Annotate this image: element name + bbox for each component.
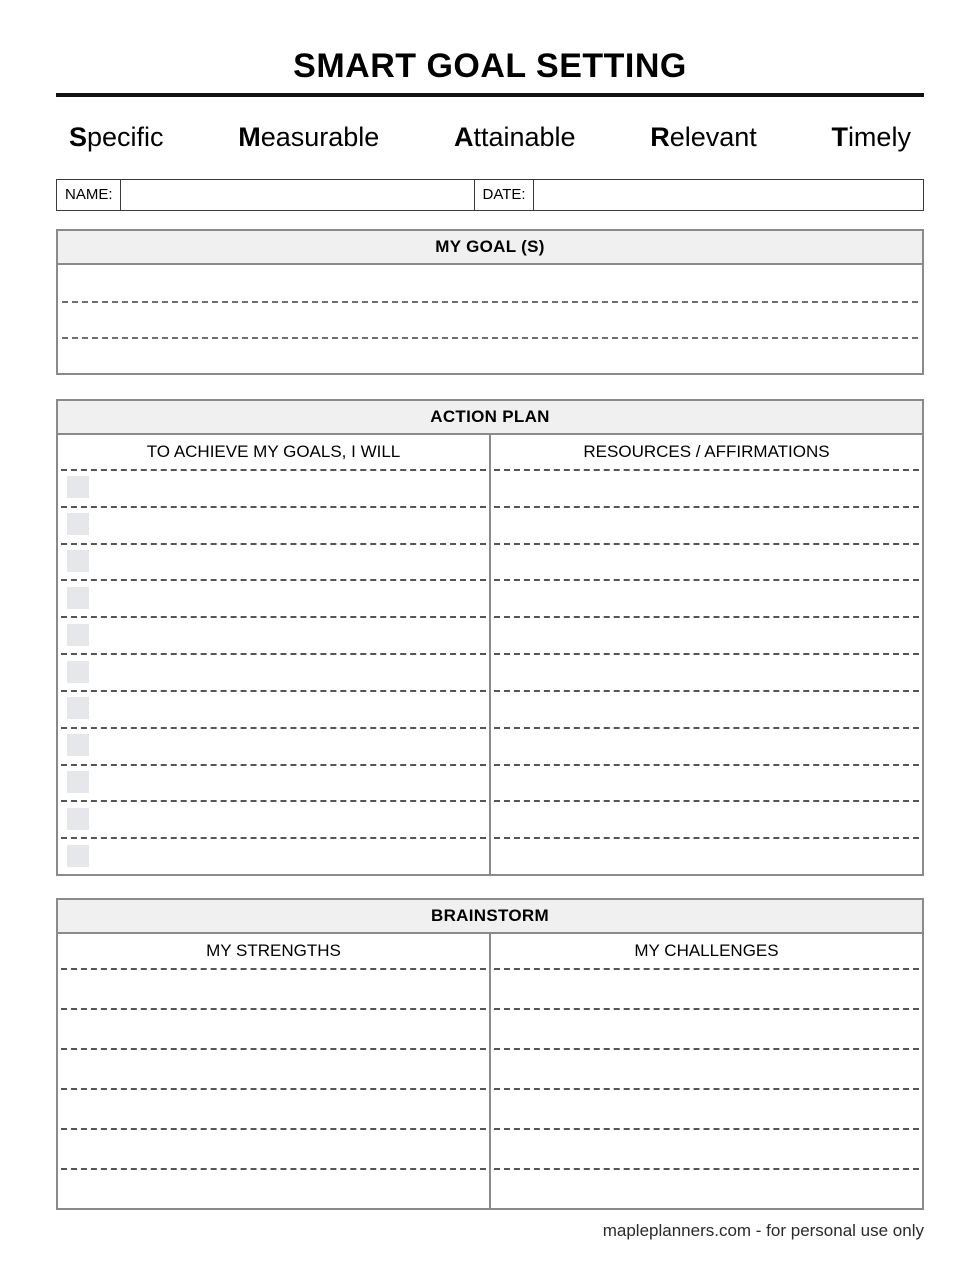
writing-line[interactable] [61, 469, 486, 471]
smart-word-initial: R [650, 122, 670, 152]
action-item-checkbox[interactable] [67, 808, 89, 830]
writing-line[interactable] [494, 543, 919, 545]
writing-line[interactable] [61, 764, 486, 766]
action-plan-right-column-header [491, 435, 922, 469]
smart-word-rest: pecific [87, 122, 164, 152]
action-item-checkbox[interactable] [67, 771, 89, 793]
writing-line[interactable] [61, 1048, 486, 1050]
action-plan-right-column-label: RESOURCES / AFFIRMATIONS [583, 442, 830, 461]
writing-line[interactable] [494, 1008, 919, 1010]
writing-line[interactable] [61, 1008, 486, 1010]
action-item-checkbox[interactable] [67, 661, 89, 683]
action-item-checkbox[interactable] [67, 476, 89, 498]
writing-line[interactable] [61, 727, 486, 729]
my-goals-body[interactable] [58, 265, 922, 373]
smart-word-initial: T [831, 122, 848, 152]
action-plan-left-column-label: TO ACHIEVE MY GOALS, I WILL [146, 442, 401, 461]
brainstorm-left-column-header [58, 934, 489, 968]
footer-credit: mapleplanners.com - for personal use only [602, 1221, 924, 1240]
smart-word-a [454, 120, 576, 154]
name-label: NAME: [57, 180, 121, 210]
action-item-checkbox[interactable] [67, 845, 89, 867]
my-goals-panel [56, 229, 924, 375]
writing-line[interactable] [61, 579, 486, 581]
smart-word-rest: imely [847, 122, 911, 152]
writing-line[interactable] [494, 653, 919, 655]
writing-line[interactable] [61, 837, 486, 839]
writing-line[interactable] [494, 1128, 919, 1130]
date-label: DATE: [475, 180, 534, 210]
action-plan-right-column [491, 435, 922, 874]
writing-line[interactable] [61, 800, 486, 802]
smart-word-rest: ttainable [473, 122, 576, 152]
smart-acronym-row [57, 118, 923, 156]
writing-line[interactable] [494, 1168, 919, 1170]
brainstorm-left-column-label: MY STRENGTHS [206, 941, 341, 960]
writing-line[interactable] [61, 543, 486, 545]
action-item-checkbox[interactable] [67, 734, 89, 756]
smart-word-s [69, 120, 164, 154]
my-goals-header [58, 231, 922, 265]
writing-line[interactable] [494, 1088, 919, 1090]
brainstorm-left-lines[interactable] [58, 968, 489, 1208]
smart-word-initial: M [238, 122, 261, 152]
writing-line[interactable] [61, 616, 486, 618]
smart-word-m [238, 120, 379, 154]
smart-word-t [831, 120, 911, 154]
title-divider [56, 93, 924, 97]
action-plan-right-lines[interactable] [491, 469, 922, 874]
my-goals-writing-lines[interactable] [62, 265, 918, 373]
smart-word-rest: elevant [669, 122, 757, 152]
writing-line[interactable] [61, 653, 486, 655]
page-title: SMART GOAL SETTING [293, 47, 687, 85]
name-input[interactable] [121, 180, 475, 210]
name-date-row [56, 179, 924, 211]
action-plan-panel [56, 399, 924, 876]
brainstorm-body [58, 934, 922, 1208]
brainstorm-header-label: BRAINSTORM [431, 906, 549, 925]
brainstorm-right-column-label: MY CHALLENGES [634, 941, 779, 960]
writing-line[interactable] [61, 506, 486, 508]
my-goals-header-label: MY GOAL (S) [435, 237, 545, 256]
writing-line[interactable] [61, 1128, 486, 1130]
action-item-checkbox[interactable] [67, 513, 89, 535]
writing-line[interactable] [494, 764, 919, 766]
writing-line[interactable] [61, 968, 486, 970]
writing-line[interactable] [494, 968, 919, 970]
action-plan-header-label: ACTION PLAN [430, 407, 550, 426]
writing-line[interactable] [494, 579, 919, 581]
smart-word-r [650, 120, 757, 154]
brainstorm-left-column [58, 934, 491, 1208]
writing-line[interactable] [494, 690, 919, 692]
brainstorm-right-lines[interactable] [491, 968, 922, 1208]
brainstorm-right-column [491, 934, 922, 1208]
writing-line[interactable] [61, 690, 486, 692]
goal-writing-line[interactable] [62, 301, 918, 303]
writing-line[interactable] [494, 469, 919, 471]
writing-line[interactable] [61, 1168, 486, 1170]
writing-line[interactable] [494, 1048, 919, 1050]
writing-line[interactable] [494, 506, 919, 508]
smart-word-initial: A [453, 122, 474, 152]
date-input[interactable] [534, 180, 923, 210]
writing-line[interactable] [494, 727, 919, 729]
brainstorm-panel [56, 898, 924, 1210]
writing-line[interactable] [494, 837, 919, 839]
action-plan-left-column-header [58, 435, 489, 469]
action-item-checkbox[interactable] [67, 550, 89, 572]
writing-line[interactable] [494, 616, 919, 618]
goal-writing-line[interactable] [62, 337, 918, 339]
action-item-checkbox[interactable] [67, 624, 89, 646]
action-item-checkbox[interactable] [67, 587, 89, 609]
action-plan-header [58, 401, 922, 435]
brainstorm-header [58, 900, 922, 934]
smart-word-rest: easurable [260, 122, 380, 152]
writing-line[interactable] [61, 1088, 486, 1090]
smart-word-initial: S [69, 122, 88, 152]
action-item-checkbox[interactable] [67, 697, 89, 719]
action-plan-left-column [58, 435, 491, 874]
writing-line[interactable] [494, 800, 919, 802]
brainstorm-right-column-header [491, 934, 922, 968]
action-plan-left-lines[interactable] [58, 469, 489, 874]
action-plan-body [58, 435, 922, 874]
